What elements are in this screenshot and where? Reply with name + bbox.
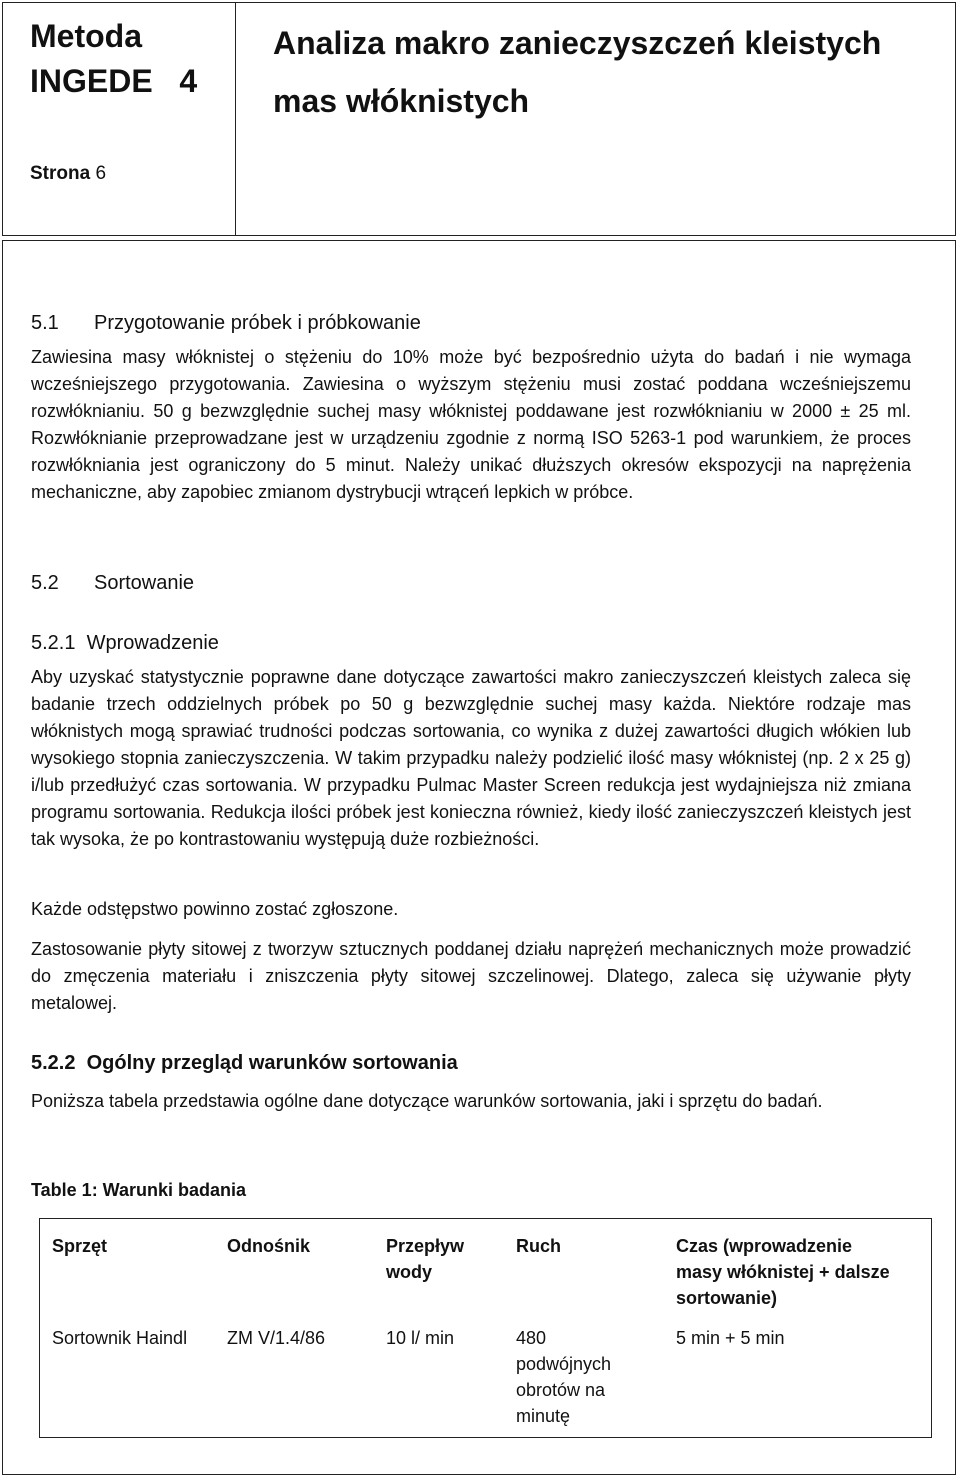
method-line1: Metoda <box>30 18 142 54</box>
header-divider <box>235 3 236 235</box>
table-cell: 10 l/ min <box>386 1328 455 1348</box>
table-header-cell: Odnośnik <box>227 1236 311 1256</box>
section-5-2-2-paragraph: Poniższa tabela przedstawia ogólne dane dotyczące warunków sortowania, jaki i sprzętu do badań. <box>31 1091 823 1111</box>
section-5-2-1-heading: 5.2.1 Wprowadzenie <box>31 632 219 654</box>
table-cell: ZM V/1.4/86 <box>227 1328 326 1348</box>
section-5-2-1-paragraph-2: Każde odstępstwo powinno zostać zgłoszone. <box>31 899 399 919</box>
method-line2: INGEDE 4 <box>30 63 198 99</box>
section-5-2-heading <box>31 570 194 596</box>
table-header-cell: Przepływ wody <box>386 1236 465 1282</box>
page-label: Strona <box>30 163 91 184</box>
table-cell: 480 podwójnych obrotów na minutę <box>516 1328 612 1426</box>
table-header-cell: Ruch <box>516 1236 561 1256</box>
section-number: 5.2 <box>31 572 59 594</box>
table-caption: Table 1: Warunki badania <box>31 1180 247 1200</box>
conditions-table <box>39 1218 932 1438</box>
section-title: Przygotowanie próbek i próbkowanie <box>94 312 421 334</box>
table-header-cell: Czas (wprowadzenie masy włóknistej + dalsze sortowanie) <box>676 1236 890 1308</box>
section-5-1-paragraph: Zawiesina masy włóknistej o stężeniu do 10% może być bezpośrednio użyta do badań i nie wymaga wcześniejszego przygotowania. Zawiesina o wyższym stężeniu musi zostać poddana wcześniejszemu rozwłóknianiu. 50 g bezwzględnie suchej masy włóknistej poddawane jest rozwłóknianiu w 2000 ± 25 ml. Rozwłóknianie przeprowadzane jest w urządzeniu zgodnie z normą ISO 5263-1 pod warunkiem, że proces rozwłókniania jest ograniczony do 5 minut. Należy unikać dłuższych okresów ekspozycji na naprężenia mechaniczne, aby zapobiec zmianom dystrybucji wtrąceń lepkich w próbce. <box>31 347 911 502</box>
method-label <box>30 14 197 104</box>
section-5-1-heading <box>31 310 421 336</box>
section-5-2-2-heading: 5.2.2 Ogólny przegląd warunków sortowania <box>31 1052 458 1074</box>
section-5-2-1-paragraph-3: Zastosowanie płyty sitowej z tworzyw sztucznych poddanej działu naprężeń mechanicznych może prowadzić do zmęczenia materiału i zniszczenia płyty sitowej szczelinowej. Dlatego, zaleca się używanie płyty metalowej. <box>31 939 911 1013</box>
page-number-value: 6 <box>95 163 107 184</box>
section-5-2-1-paragraph-1: Aby uzyskać statystycznie poprawne dane dotyczące zawartości makro zanieczyszczeń kleistych zaleca się badanie trzech oddzielnych próbek po 50 g bezwzględnie suchej masy każda. Niektóre rodzaje mas włóknistych mogą sprawiać trudności podczas sortowania, co wynika z dużej zawartości długich włókien lub wysokiego stopnia zanieczyszczenia. W takim przypadku należy podzielić ilość masy włóknistej (np. 2 x 25 g) i/lub przedłużyć czas sortowania. W przypadku Pulmac Master Screen redukcja jest wydajniejsza niż zmiana programu sortowania. Redukcja ilości próbek jest konieczna również, kiedy ilość zanieczyszczeń kleistych jest tak wysoka, że po kontrastowaniu występują duże rozbieżności. <box>31 667 911 849</box>
table-cell: Sortownik Haindl <box>52 1328 188 1348</box>
page-number <box>30 162 106 186</box>
table-cell: 5 min + 5 min <box>676 1328 785 1348</box>
table-header-cell: Sprzęt <box>52 1236 108 1256</box>
document-title: Analiza makro zanieczyszczeń kleistych mas włóknistych <box>273 25 882 119</box>
section-number: 5.1 <box>31 312 59 334</box>
section-title: Sortowanie <box>94 572 195 594</box>
